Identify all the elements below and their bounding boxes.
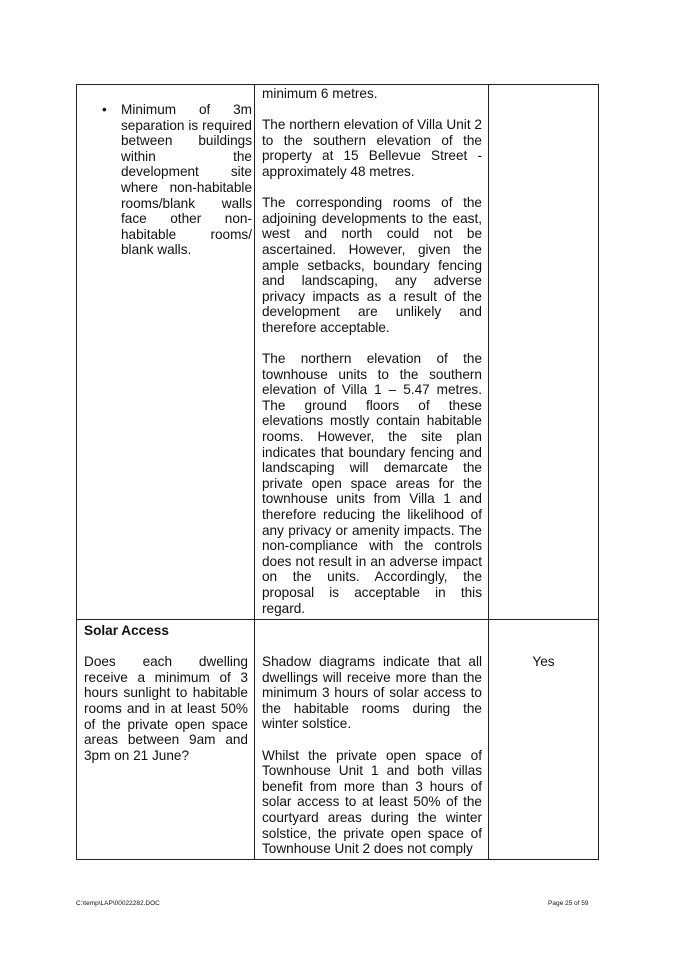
footer-page-number: Page 25 of 59 [548, 900, 589, 907]
list-item [77, 102, 254, 258]
comment-paragraph-3: The corresponding rooms of the adjoining developments to the east, west and north could not be ascertained. However, given the ample setbacks, boundary fencing and landscaping, any adverse privacy impacts as a result of the development are unlikely and therefore acceptable. [262, 195, 482, 335]
comment-paragraph-4: The northern elevation of the townhouse units to the southern elevation of Villa 1 – 5.47 metres. The ground floors of these elevations mostly contain habitable rooms. However, the site plan indicates that boundary fencing and landscaping will demarcate the private open space areas for the townhouse units from Villa 1 and therefore reducing the likelihood of any privacy or amenity impacts. The non-compliance with the controls does not result in an adverse impact on the units. Accordingly, the proposal is acceptable in this regard. [262, 351, 482, 616]
comment-paragraph-2: The northern elevation of Villa Unit 2 to the southern elevation of the property at 15 Bellevue Street - approximately 48 metres. [262, 117, 482, 179]
control-cell [77, 85, 255, 620]
assessment-table [76, 84, 599, 860]
comment-paragraph-1: minimum 6 metres. [262, 86, 378, 101]
section-heading: Solar Access [84, 623, 169, 638]
comment-paragraph-2: Whilst the private open space of Townhouse Unit 1 and both villas benefit from more than 3 hours of solar access to at least 50% of the courtyard areas during the winter solstice, the private open space of Townhouse Unit 2 does not comply [262, 747, 482, 857]
table-row-privacy [77, 85, 599, 620]
table-row-solar-access [77, 620, 599, 860]
comment-cell [255, 620, 489, 860]
comment-cell [255, 85, 489, 620]
control-question: Does each dwelling receive a minimum of 3 hours sunlight to habitable rooms and in at least 50% of the private open space areas between 9am and 3pm on 21 June? [84, 654, 248, 763]
bullet-icon: • [102, 102, 107, 117]
comment-paragraph-1: Shadow diagrams indicate that all dwellings will receive more than the minimum 3 hours of solar access to the habitable rooms during the winter solstice. [262, 654, 482, 732]
control-cell [77, 620, 255, 860]
footer-file-path: C:\temp\LAP\00022282.DOC [76, 900, 160, 907]
compliance-cell [489, 85, 599, 620]
control-bullet-list [77, 102, 254, 258]
compliance-value: Yes [532, 654, 555, 669]
compliance-cell [489, 620, 599, 860]
control-bullet-text: Minimum of 3m separation is required between buildings within the development site where non-habitable rooms/blank walls face other non-habitable rooms/ blank walls. [121, 102, 252, 258]
